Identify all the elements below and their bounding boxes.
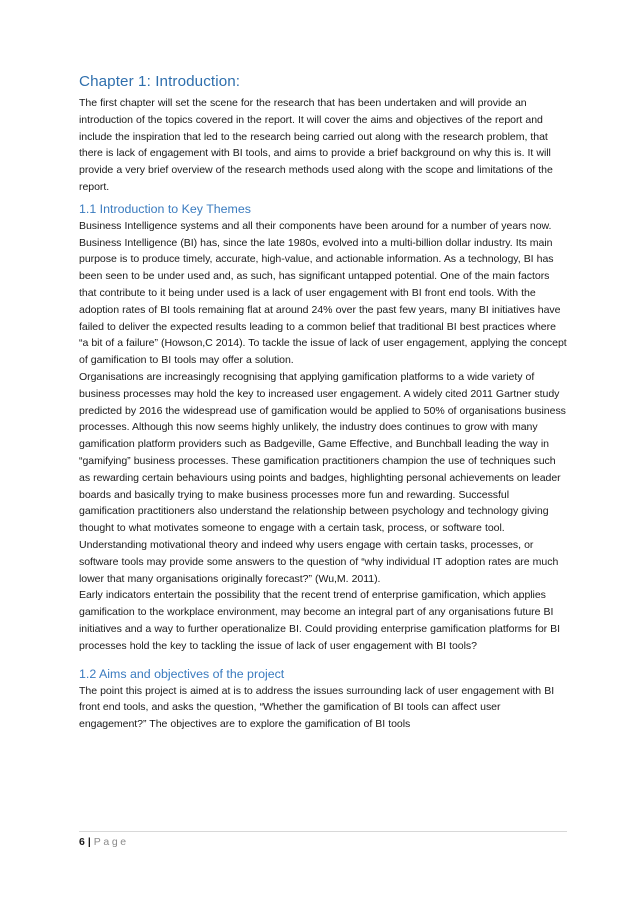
section-1-1-paragraph-2: Organisations are increasingly recognising that applying gamification platforms to a wide variety of business processes may hold the key to increased user engagement. A widely cited 2011 Gartner study predicted by 2016 the widespread use of gamification would be applied to 50% of organisations business processes. Although this now seems highly unlikely, the industry does continues to grow with many gamification platform providers such as Badgeville, Game Effective, and Bunchball leading the way in “gamifying” business processes. These gamification practitioners champion the use of techniques such as rewarding certain behaviours using points and badges, highlighting personal achievements on leader boards and basically trying to make business processes more fun and rewarding. Successful gamification practitioners also understand the relationship between psychology and technology giving thought to what motivates someone to engage with a certain task, process, or software tool. Understanding motivational theory and indeed why users engage with certain tasks, processes, or software tools may provide some answers to the question of “why individual IT adoption rates are much lower that many organisations originally forecast?” (Wu,M. 2011).	[79, 370, 566, 585]
chapter-intro-paragraph: The first chapter will set the scene for the research that has been undertaken and will provide an introduction of the topics covered in the report. It will cover the aims and objectives of the report and include the inspiration that led to the research being carried out along with the research problem, that there is lack of engagement with BI tools, and aims to provide a brief background on why this is. It will provide a very brief overview of the research methods used along with the scope and limitations of the report.	[79, 97, 553, 193]
section-1-1-paragraph-3: Early indicators entertain the possibility that the recent trend of enterprise gamification, which applies gamification to the workplace environment, may become an integral part of any organisations future BI initiatives and a way to further operationalize BI. Could providing enterprise gamification platforms for BI processes hold the key to tackling the issue of lack of user engagement with BI tools?	[79, 589, 561, 652]
page-number: 6	[79, 836, 85, 848]
page-footer	[79, 836, 129, 848]
chapter-title: Chapter 1: Introduction:	[79, 73, 241, 90]
section-1-1-paragraph-1: Business Intelligence systems and all their components have been around for a number of years now. Business Intelligence (BI) has, since the late 1980s, evolved into a multi-billion dollar industry. Its main purpose is to produce timely, accurate, high-value, and actionable information. As a technology, BI has been seen to be under used and, as such, has significant untapped potential. One of the main factors that contribute to it being under used is a lack of user engagement with BI front end tools. With the adoption rates of BI tools remaining flat at around 24% over the past few years, many BI initiatives have failed to deliver the expected results leading to a common belief that traditional BI best practices where “a bit of a failure” (Howson,C 2014). To tackle the issue of lack of user engagement, applying the concept of gamification to BI tools may offer a solution.	[79, 219, 567, 367]
section-1-2-heading: 1.2 Aims and objectives of the project	[79, 666, 285, 681]
section-1-1-heading: 1.1 Introduction to Key Themes	[79, 201, 251, 216]
page-label: Page	[93, 836, 129, 848]
page-body	[79, 72, 567, 733]
section-1-2-paragraph: The point this project is aimed at is to address the issues surrounding lack of user engagement with BI front end tools, and asks the question, “Whether the gamification of BI tools can affect user engagement?” The objectives are to explore the gamification of BI tools	[79, 684, 555, 731]
footer-divider	[79, 831, 567, 832]
footer-separator: |	[87, 836, 91, 848]
